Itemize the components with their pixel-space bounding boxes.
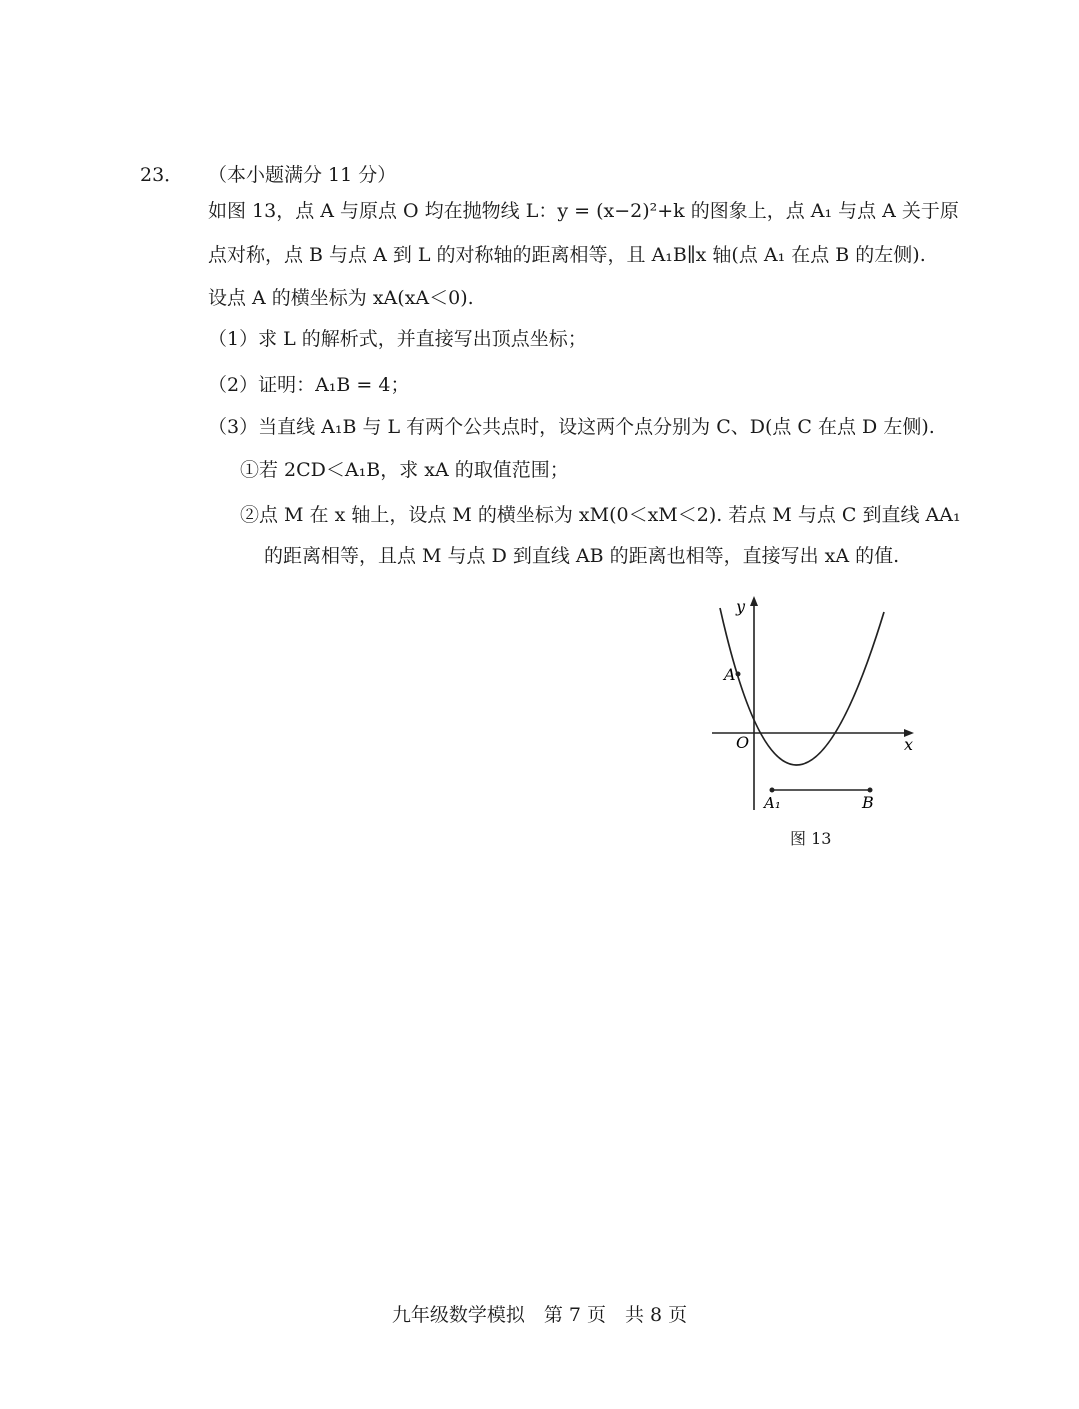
- subquestion-2: （2）证明：A₁B = 4；: [208, 374, 410, 396]
- subquestion-3-part-1: ①若 2CD＜A₁B，求 xA 的取值范围；: [240, 459, 569, 481]
- label-x: x: [904, 735, 914, 754]
- question-line-1: 如图 13，点 A 与原点 O 均在抛物线 L：y = (x−2)²+k 的图象上，点 A₁ 与点 A 关于原: [208, 200, 959, 222]
- point-A1: [770, 788, 775, 793]
- y-axis-arrow-icon: [750, 596, 758, 606]
- figure-13: [700, 590, 930, 830]
- subquestion-3: （3）当直线 A₁B 与 L 有两个公共点时，设这两个点分别为 C、D(点 C 在点 D 左侧).: [208, 416, 935, 438]
- figure-caption: 图 13: [790, 829, 832, 848]
- subquestion-3-part-2: ②点 M 在 x 轴上，设点 M 的横坐标为 xM(0＜xM＜2). 若点 M 与点 C 到直线 AA₁: [240, 504, 961, 526]
- point-B: [868, 788, 873, 793]
- label-origin: O: [736, 733, 750, 752]
- question-line-3: 设点 A 的横坐标为 xA(xA＜0).: [208, 287, 474, 309]
- question-number: 23．: [140, 164, 184, 186]
- label-A: A: [724, 665, 736, 684]
- label-B: B: [862, 793, 874, 812]
- subquestion-1: （1）求 L 的解析式，并直接写出顶点坐标；: [208, 328, 587, 350]
- question-header: （本小题满分 11 分）: [208, 164, 397, 186]
- question-line-2: 点对称，点 B 与点 A 到 L 的对称轴的距离相等，且 A₁B∥x 轴(点 A₁ 在点 B 的左侧).: [208, 244, 926, 266]
- point-A: [736, 672, 741, 677]
- label-y: y: [736, 597, 746, 616]
- label-A1: A₁: [764, 794, 781, 812]
- subquestion-3-part-2-cont: 的距离相等，且点 M 与点 D 到直线 AB 的距离也相等，直接写出 xA 的值.: [264, 545, 900, 567]
- page-footer: 九年级数学模拟 第 7 页 共 8 页: [391, 1304, 688, 1326]
